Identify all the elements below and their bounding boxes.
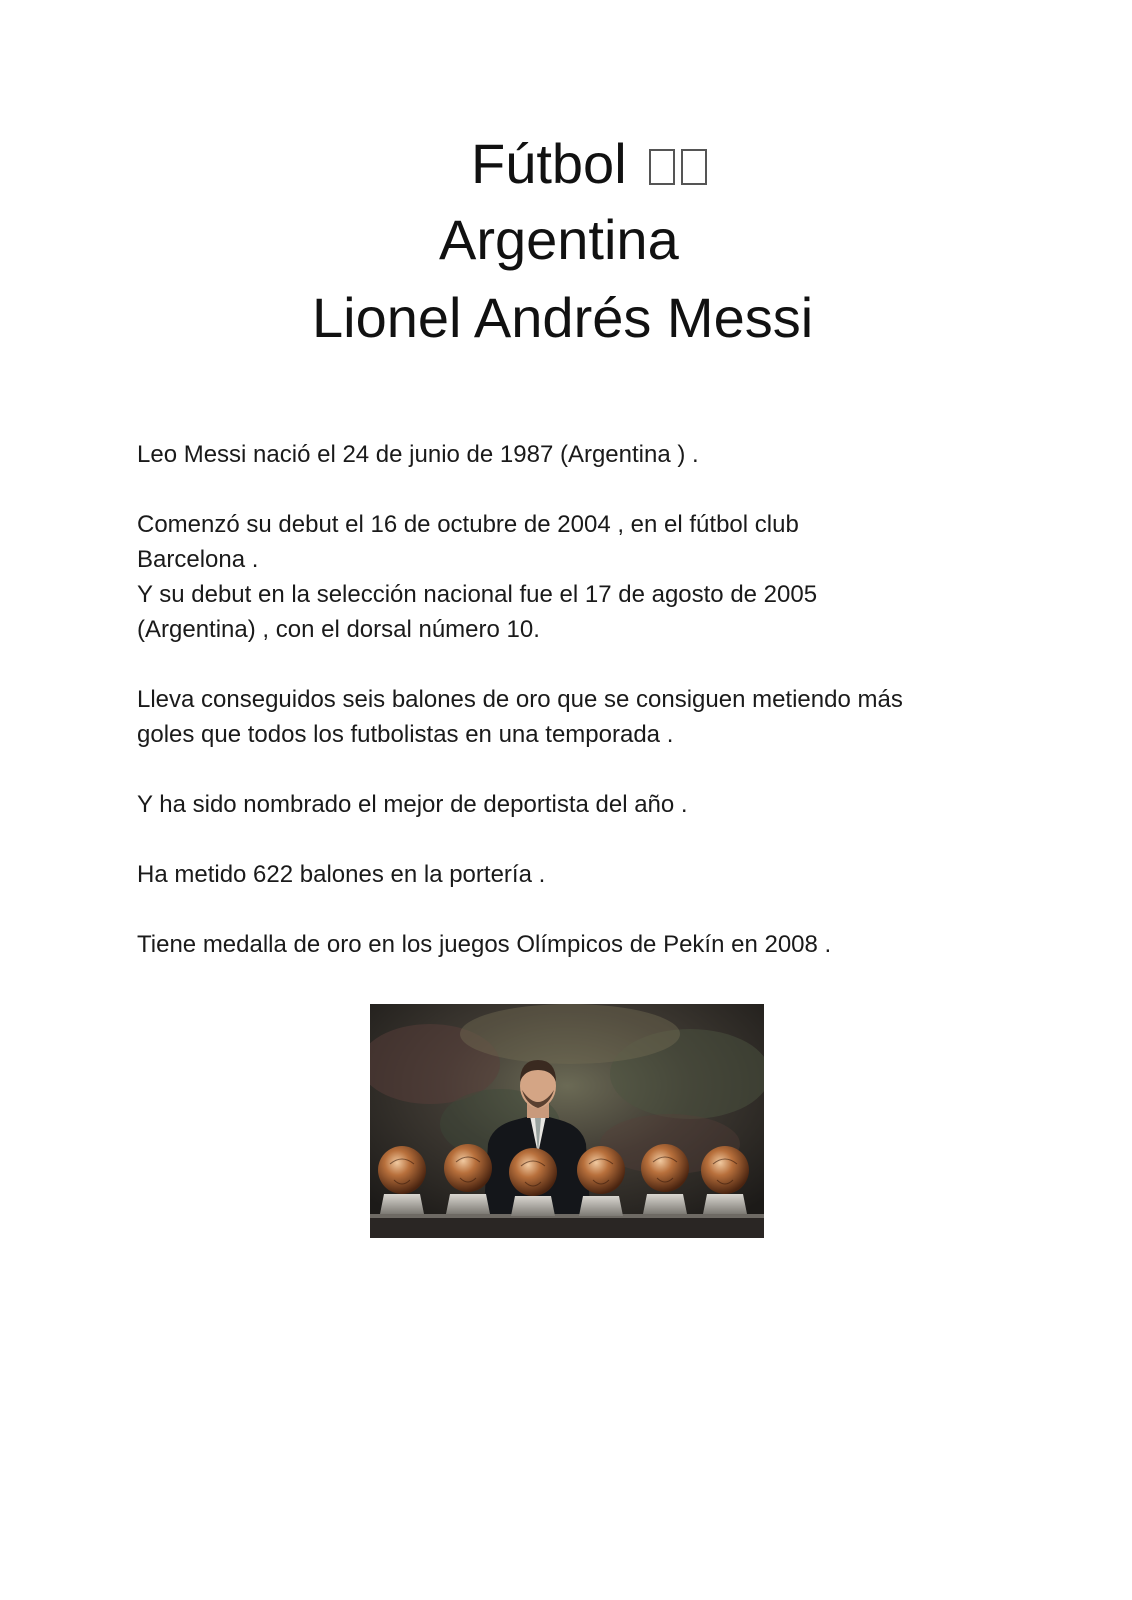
paragraph-best-athlete: Y ha sido nombrado el mejor de deportista del año . [137,791,688,818]
title-line-sport [471,132,707,196]
title-line-country: Argentina [439,208,679,271]
paragraph-ballon-dor-line-1: Lleva conseguidos seis balones de oro que se consiguen metiendo más [137,686,903,713]
paragraph-olympics: Tiene medalla de oro en los juegos Olímpicos de Pekín en 2008 . [137,931,832,958]
paragraph-debut-line-1: Comenzó su debut el 16 de octubre de 2004 , en el fútbol club [137,511,799,538]
title-line-player: Lionel Andrés Messi [312,286,814,349]
paragraph-debut-line-2: Barcelona . [137,546,259,573]
paragraph-national-debut-line-2: (Argentina) , con el dorsal número 10. [137,616,540,643]
paragraph-birth: Leo Messi nació el 24 de junio de 1987 (Argentina ) . [137,441,699,468]
paragraph-goals: Ha metido 622 balones en la portería . [137,861,546,888]
paragraph-ballon-dor-line-2: goles que todos los futbolistas en una temporada . [137,721,674,748]
missing-glyph-icon [649,149,675,185]
title-sport-text: Fútbol [471,132,627,195]
missing-glyph-icon [681,149,707,185]
body-text [137,437,1007,962]
messi-trophies-photo [370,1004,764,1238]
paragraph-national-debut-line-1: Y su debut en la selección nacional fue el 17 de agosto de 2005 [137,581,818,608]
